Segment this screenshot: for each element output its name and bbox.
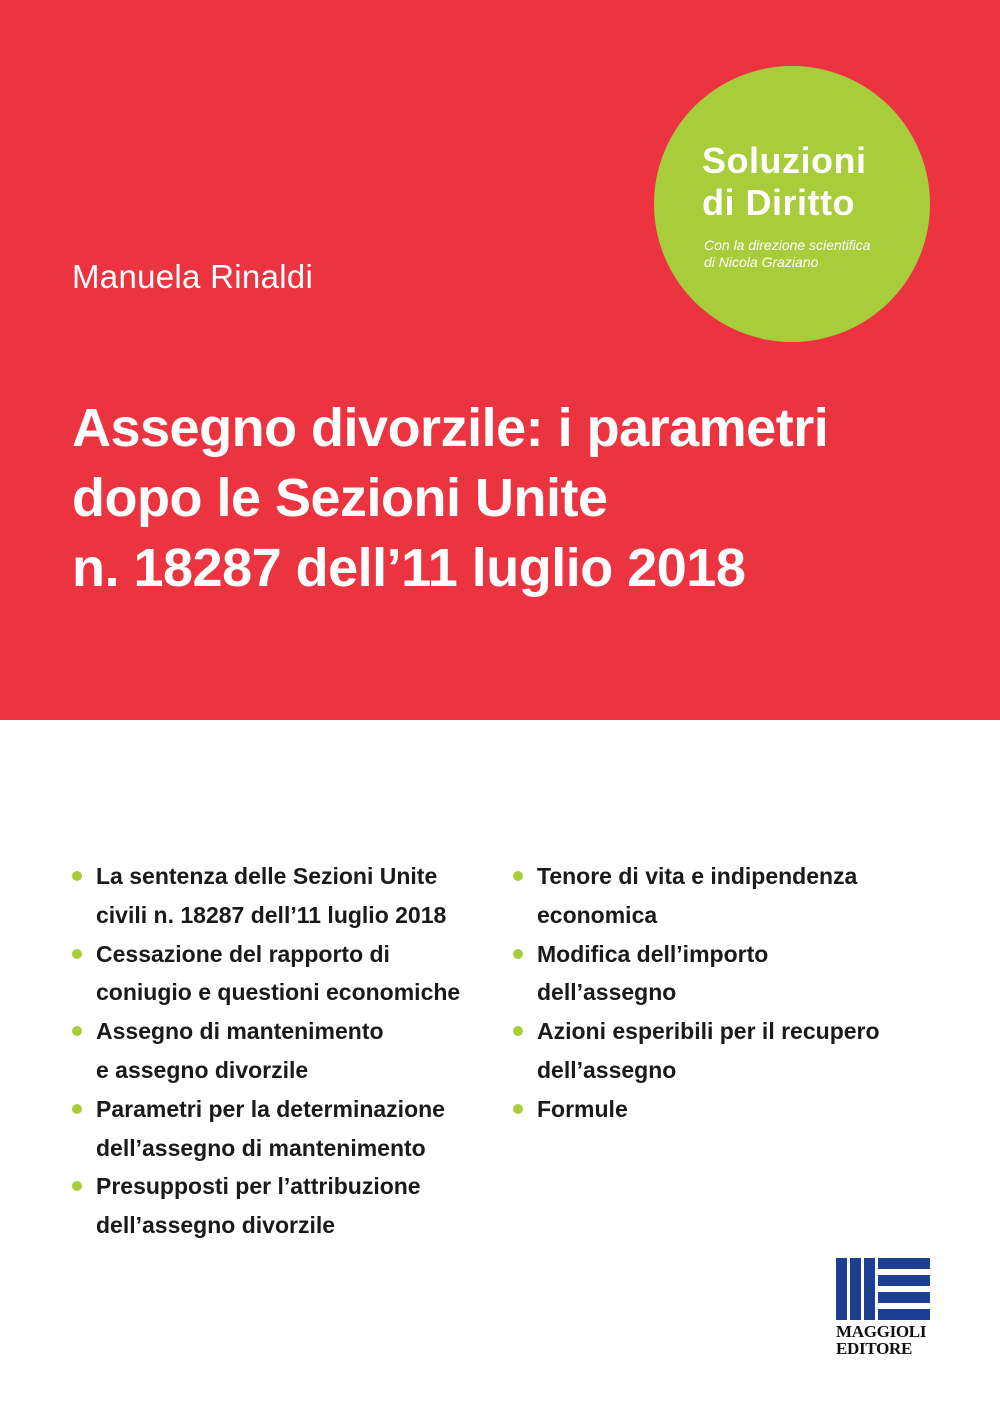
publisher-name: [836, 1323, 932, 1357]
topic-item: [72, 935, 492, 1013]
topic-item: [72, 1167, 492, 1245]
topic-line: Cessazione del rapporto di: [96, 940, 390, 967]
topics-list-left: [72, 857, 492, 1245]
topic-line: civili n. 18287 dell’11 luglio 2018: [96, 901, 447, 928]
series-subtitle-line: di Nicola Graziano: [704, 254, 819, 270]
bullet-dot-icon: [513, 871, 523, 881]
book-title: [72, 393, 972, 603]
topic-line: dell’assegno di mantenimento: [96, 1134, 426, 1161]
series-title-line: Soluzioni: [702, 140, 867, 181]
publisher-name-line: EDITORE: [836, 1339, 913, 1358]
publisher-name-line: MAGGIOLI: [836, 1322, 927, 1341]
topic-line: La sentenza delle Sezioni Unite: [96, 863, 438, 889]
topic-item: [72, 1090, 492, 1168]
topic-line: dell’assegno: [537, 1056, 677, 1083]
topic-line: Parametri per la determinazione: [96, 1095, 445, 1122]
topic-item: [513, 1090, 933, 1129]
bullet-dot-icon: [513, 1026, 523, 1036]
topic-line: Modifica dell’importo: [537, 940, 769, 967]
publisher-logo-icon: [836, 1258, 930, 1320]
topic-line: economica: [537, 901, 658, 928]
bullet-dot-icon: [72, 1026, 82, 1036]
topic-item: [513, 1012, 933, 1090]
topic-item: [72, 857, 492, 935]
topic-line: Azioni esperibili per il recupero: [537, 1018, 880, 1045]
book-title-line: n. 18287 dell’11 luglio 2018: [72, 538, 746, 598]
topic-line: Formule: [537, 1095, 628, 1122]
topic-item: [513, 857, 933, 935]
book-title-line: dopo le Sezioni Unite: [72, 468, 608, 528]
topic-line: Assegno di mantenimento: [96, 1018, 384, 1045]
author-name: Manuela Rinaldi: [72, 258, 314, 295]
topic-line: coniugio e questioni economiche: [96, 979, 461, 1006]
series-title-line: di Diritto: [702, 182, 855, 223]
topic-line: e assegno divorzile: [96, 1056, 309, 1083]
bullet-dot-icon: [513, 949, 523, 959]
series-badge: [654, 66, 930, 342]
bullet-dot-icon: [72, 1104, 82, 1114]
topic-line: dell’assegno divorzile: [96, 1212, 336, 1239]
bullet-dot-icon: [72, 871, 82, 881]
topics-list-right: [513, 857, 933, 1129]
topic-item: [72, 1012, 492, 1090]
publisher-logo: [836, 1258, 932, 1357]
bullet-dot-icon: [72, 1181, 82, 1191]
bullet-dot-icon: [72, 949, 82, 959]
topic-line: dell’assegno: [537, 979, 677, 1006]
topic-line: Tenore di vita e indipendenza: [537, 863, 858, 889]
book-title-line: Assegno divorzile: i parametri: [72, 398, 829, 458]
series-title: [702, 140, 902, 224]
topic-line: Presupposti per l’attribuzione: [96, 1173, 421, 1200]
bullet-dot-icon: [513, 1104, 523, 1114]
topic-item: [513, 935, 933, 1013]
series-subtitle: [704, 237, 904, 271]
series-subtitle-line: Con la direzione scientifica: [704, 237, 871, 253]
